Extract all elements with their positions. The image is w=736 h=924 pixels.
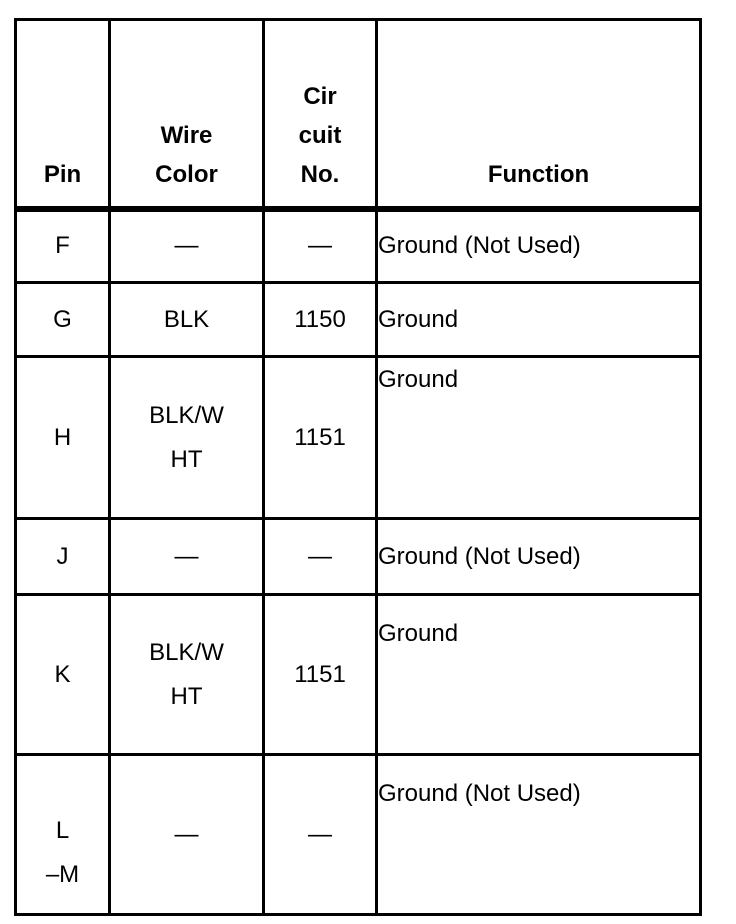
pin-line-1: L	[55, 816, 70, 844]
connector-pin-table	[14, 18, 702, 916]
cell-pin: F	[16, 209, 110, 283]
cell-function: Ground (Not Used)	[377, 209, 701, 283]
cell-pin: K	[16, 595, 110, 755]
header-wire-color-line-1: Wire	[160, 121, 213, 149]
header-circuit-line-3: No.	[300, 160, 340, 188]
header-circuit-line-2: cuit	[298, 121, 342, 149]
cell-pin: J	[16, 519, 110, 595]
cell-function: Ground	[377, 595, 701, 755]
header-wire-color	[110, 20, 264, 209]
header-wire-color-line-2: Color	[155, 160, 218, 188]
cell-circuit-no: —	[264, 755, 377, 915]
cell-wire-color	[110, 595, 264, 755]
cell-circuit-no: 1150	[264, 283, 377, 357]
cell-pin: G	[16, 283, 110, 357]
table-row	[16, 755, 701, 915]
table-row	[16, 283, 701, 357]
cell-wire-color: BLK	[110, 283, 264, 357]
table-row	[16, 357, 701, 519]
wire-color-line-1: BLK/W	[149, 638, 224, 666]
header-pin-label: Pin	[43, 160, 82, 188]
cell-function: Ground	[377, 357, 701, 519]
cell-function: Ground (Not Used)	[377, 755, 701, 915]
cell-function: Ground	[377, 283, 701, 357]
cell-circuit-no: 1151	[264, 357, 377, 519]
pin-line-2: –M	[45, 860, 80, 888]
wire-color-line-2: HT	[170, 682, 203, 710]
cell-wire-color: —	[110, 755, 264, 915]
header-circuit-line-1: Cir	[303, 82, 337, 110]
header-function	[377, 20, 701, 209]
wire-color-line-1: BLK/W	[149, 401, 224, 429]
table-row	[16, 519, 701, 595]
cell-wire-color: —	[110, 209, 264, 283]
cell-wire-color	[110, 357, 264, 519]
header-function-label: Function	[487, 160, 590, 188]
cell-pin: H	[16, 357, 110, 519]
cell-pin	[16, 755, 110, 915]
cell-wire-color: —	[110, 519, 264, 595]
wire-color-line-2: HT	[170, 445, 203, 473]
header-circuit-no	[264, 20, 377, 209]
table-row	[16, 209, 701, 283]
cell-circuit-no: —	[264, 209, 377, 283]
table-header-row	[16, 20, 701, 209]
cell-circuit-no: —	[264, 519, 377, 595]
table-row	[16, 595, 701, 755]
header-pin	[16, 20, 110, 209]
cell-circuit-no: 1151	[264, 595, 377, 755]
cell-function: Ground (Not Used)	[377, 519, 701, 595]
